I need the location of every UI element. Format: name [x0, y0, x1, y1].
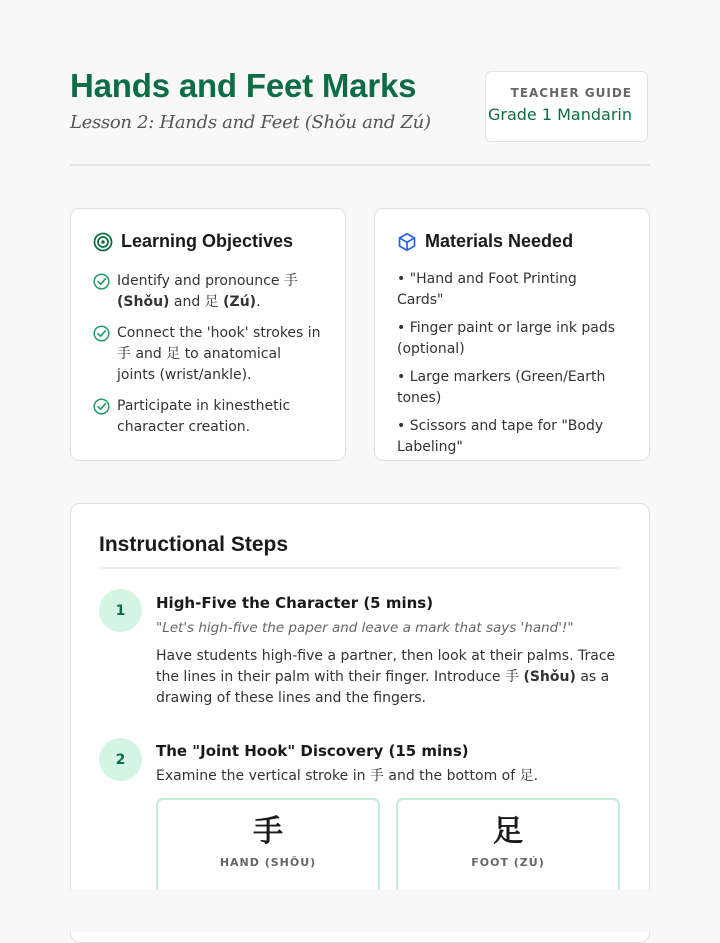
target-icon — [93, 232, 113, 252]
list-item: Connect the 'hook' strokes in 手 and 足 to anatomical joints (wrist/ankle). — [93, 323, 323, 386]
check-circle-icon — [93, 398, 110, 415]
step-title: The "Joint Hook" Discovery (15 mins) — [156, 742, 469, 760]
step-description: Examine the vertical stroke in 手 and the bottom of 足. — [156, 768, 539, 784]
steps-title: Instructional Steps — [99, 533, 289, 556]
steps-divider — [99, 567, 621, 569]
character-glyph: 手 — [253, 814, 283, 849]
list-item: Identify and pronounce 手 (Shǒu) and 足 (Zú). — [93, 271, 323, 313]
step-quote: "Let's high-five the paper and leave a mark that says 'hand'!" — [156, 620, 574, 636]
materials-title: Materials Needed — [425, 231, 574, 251]
step-title: High-Five the Character (5 mins) — [156, 594, 434, 612]
check-circle-icon — [93, 273, 110, 290]
character-label: HAND (SHǑU) — [219, 856, 317, 869]
instructional-steps-card — [70, 503, 650, 943]
check-circle-icon — [93, 325, 110, 342]
materials-title-row — [397, 231, 573, 252]
page-title: Hands and Feet Marks — [70, 67, 417, 104]
step-number-badge: 1 — [99, 589, 142, 632]
list-item: Participate in kinesthetic character creation. — [93, 396, 323, 438]
step-1 — [156, 593, 621, 709]
page-bottom-margin — [0, 890, 720, 932]
objectives-title: Learning Objectives — [121, 231, 294, 251]
step-description: Have students high-five a partner, then look at their palms. Trace the lines in their palm with their finger. Introduce 手 (Shǒu) as a drawing of these lines and the fingers. — [156, 648, 616, 706]
objectives-list — [93, 271, 323, 448]
list-item: • Scissors and tape for "Body Labeling" — [397, 418, 604, 455]
step-2 — [156, 741, 621, 787]
list-item: • Finger paint or large ink pads (optional) — [397, 320, 616, 357]
objectives-card — [70, 208, 346, 461]
cube-icon — [397, 232, 417, 252]
page-subtitle: Lesson 2: Hands and Feet (Shǒu and Zú) — [70, 112, 431, 133]
materials-card — [374, 208, 650, 461]
guide-label: TEACHER GUIDE — [510, 86, 632, 100]
teacher-guide-badge — [485, 71, 648, 142]
page-header — [70, 66, 650, 133]
step-number-badge: 2 — [99, 738, 142, 781]
list-item: • "Hand and Foot Printing Cards" — [397, 271, 577, 308]
objectives-title-row — [93, 231, 293, 252]
character-glyph: 足 — [493, 814, 523, 849]
list-item: • Large markers (Green/Earth tones) — [397, 369, 606, 406]
header-divider — [70, 164, 650, 166]
materials-list — [397, 269, 627, 465]
character-label: FOOT (ZÚ) — [471, 856, 545, 869]
guide-grade: Grade 1 Mandarin — [487, 105, 632, 124]
